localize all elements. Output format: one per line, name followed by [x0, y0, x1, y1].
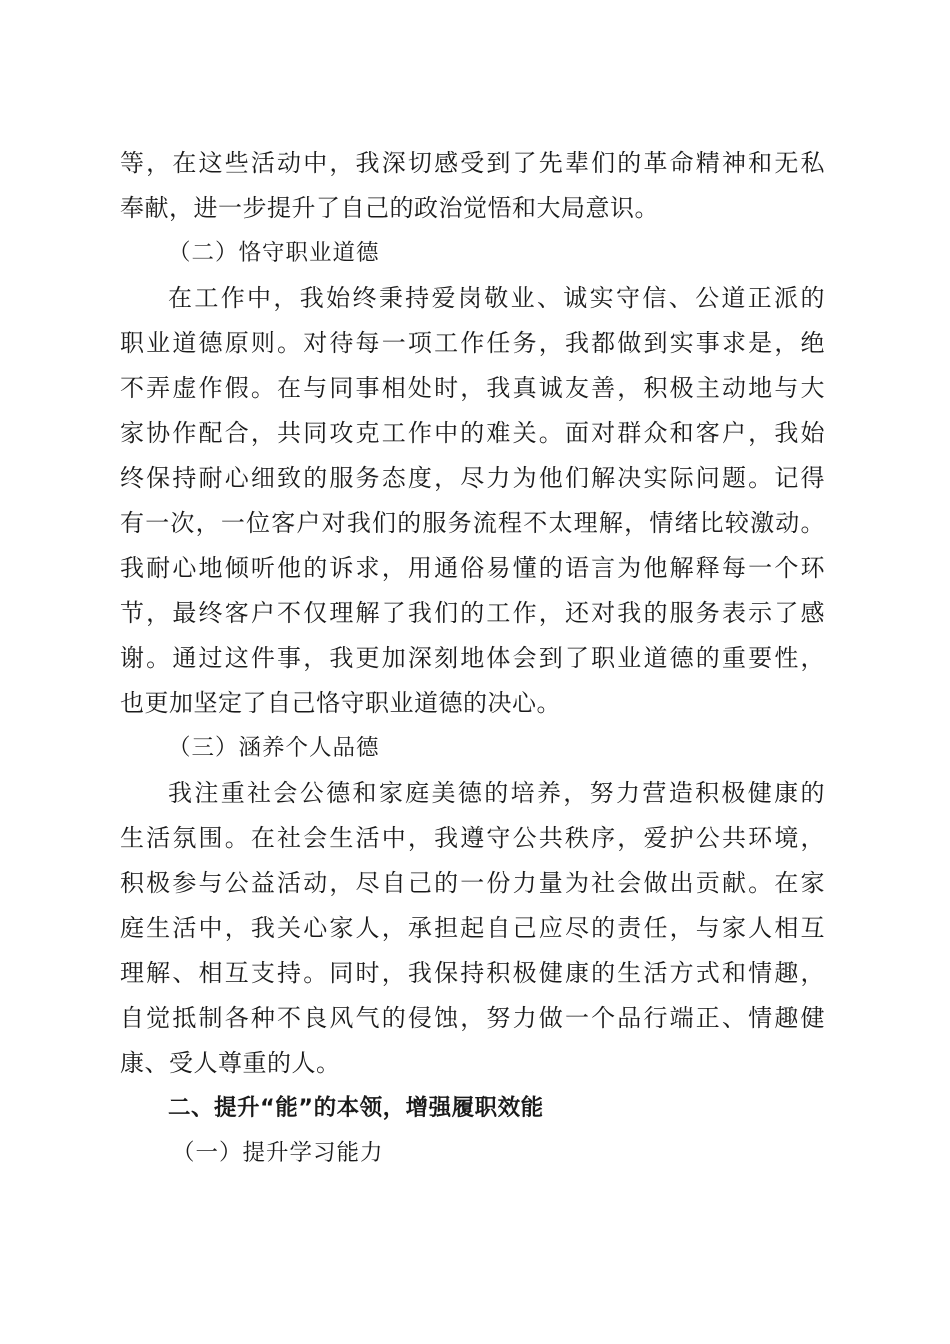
document-body — [120, 141, 825, 1176]
paragraph-line: 不弄虚作假。在与同事相处时，我真诚友善，积极主动地与大 — [120, 374, 825, 402]
chapter-heading-ability: 二、提升“能”的本领，增强履职效能 — [168, 1095, 544, 1121]
section-heading-learning-ability: （一）提升学习能力 — [172, 1140, 384, 1166]
paragraph-line: 也更加坚定了自己恪守职业道德的决心。 — [120, 689, 561, 717]
paragraph-line: 谢。通过这件事，我更加深刻地体会到了职业道德的重要性， — [120, 644, 825, 672]
section-heading-personal-morality: （三）涵养个人品德 — [168, 735, 380, 761]
paragraph-line: 康、受人尊重的人。 — [120, 1049, 341, 1077]
paragraph-line: 自觉抵制各种不良风气的侵蚀，努力做一个品行端正、情趣健 — [120, 1004, 825, 1032]
paragraph-line: 我注重社会公德和家庭美德的培养，努力营造积极健康的 — [168, 779, 825, 807]
paragraph-line: 家协作配合，共同攻克工作中的难关。面对群众和客户，我始 — [120, 419, 825, 447]
paragraph-line: 等，在这些活动中，我深切感受到了先辈们的革命精神和无私 — [120, 149, 825, 177]
paragraph-line: 有一次，一位客户对我们的服务流程不太理解，情绪比较激动。 — [120, 509, 825, 537]
paragraph-line: 生活氛围。在社会生活中，我遵守公共秩序，爱护公共环境， — [120, 824, 825, 852]
paragraph-line: 奉献，进一步提升了自己的政治觉悟和大局意识。 — [120, 194, 659, 222]
paragraph-line: 积极参与公益活动，尽自己的一份力量为社会做出贡献。在家 — [120, 869, 825, 897]
paragraph-line: 节，最终客户不仅理解了我们的工作，还对我的服务表示了感 — [120, 599, 825, 627]
paragraph-line: 在工作中，我始终秉持爱岗敬业、诚实守信、公道正派的 — [168, 284, 825, 312]
paragraph-line: 终保持耐心细致的服务态度，尽力为他们解决实际问题。记得 — [120, 464, 825, 492]
paragraph-line: 我耐心地倾听他的诉求，用通俗易懂的语言为他解释每一个环 — [120, 554, 825, 582]
section-heading-professional-ethics: （二）恪守职业道德 — [168, 240, 380, 266]
paragraph-line: 职业道德原则。对待每一项工作任务，我都做到实事求是，绝 — [120, 329, 825, 357]
paragraph-line: 理解、相互支持。同时，我保持积极健康的生活方式和情趣， — [120, 959, 825, 987]
paragraph-line: 庭生活中，我关心家人，承担起自己应尽的责任，与家人相互 — [120, 914, 825, 942]
